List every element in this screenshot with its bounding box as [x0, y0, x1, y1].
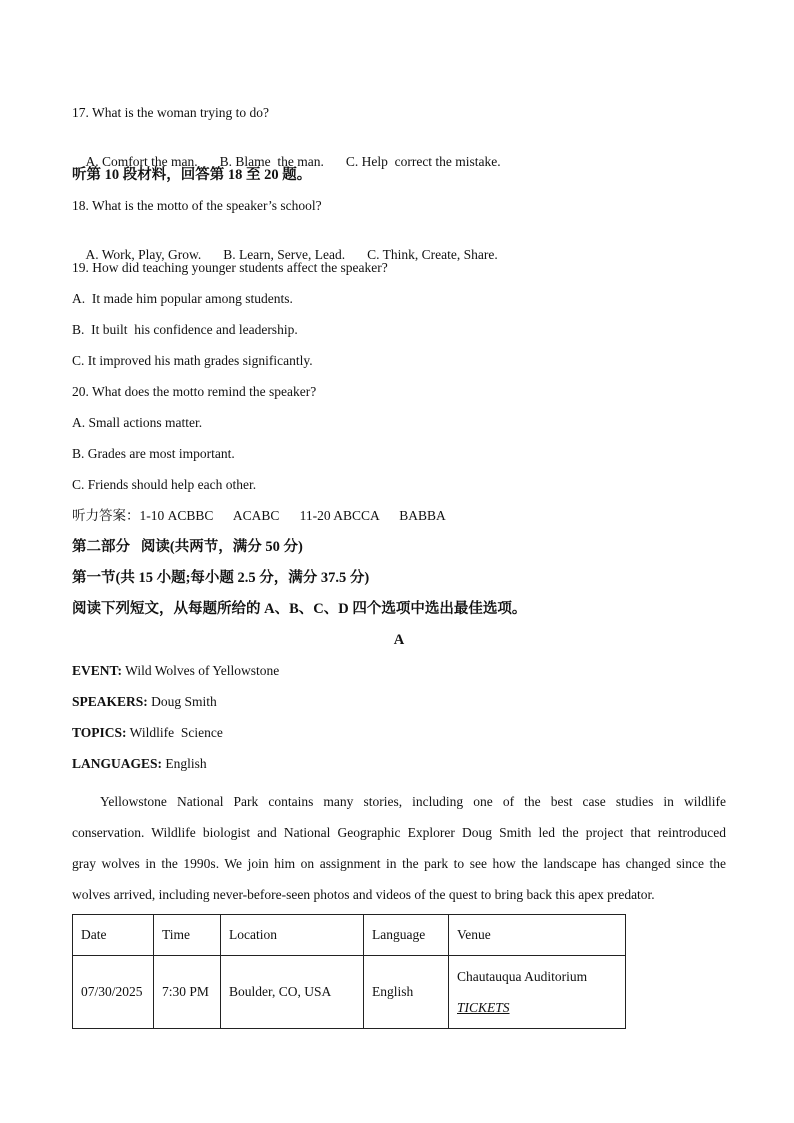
table-header-row — [73, 915, 626, 956]
header-venue: Venue — [449, 915, 626, 956]
question-19-stem: 19. How did teaching younger students affect the speaker? — [72, 260, 388, 275]
question-17-options — [72, 135, 726, 169]
q18-option-c: C. Think, Create, Share. — [367, 247, 498, 262]
venue-name: Chautauqua Auditorium — [457, 969, 588, 984]
paragraph-line-2: conservation. Wildlife biologist and National Geographic Explorer Doug Smith led the project that reintroduced — [72, 825, 726, 840]
header-time: Time — [154, 915, 221, 956]
table-row — [73, 956, 626, 1029]
languages-line — [72, 755, 726, 786]
q20-option-b: B. Grades are most important. — [72, 446, 235, 461]
q20-option-c: C. Friends should help each other. — [72, 477, 257, 492]
q18-option-b: B. Learn, Serve, Lead. — [223, 247, 346, 262]
cell-location: Boulder, CO, USA — [221, 956, 364, 1029]
part-two-title: 第二部分 阅读(共两节，满分 50 分) — [72, 539, 303, 555]
header-language: Language — [364, 915, 449, 956]
event-value: Wild Wolves of Yellowstone — [122, 663, 280, 678]
q17-option-b: B. Blame the man. — [219, 154, 324, 169]
section-10-heading: 听第 10 段材料，回答第 18 至 20 题。 — [72, 167, 312, 183]
question-17-stem: 17. What is the woman trying to do? — [72, 105, 269, 120]
question-18-stem: 18. What is the motto of the speaker’s school? — [72, 198, 322, 213]
section-one-title: 第一节(共 15 小题;每小题 2.5 分，满分 37.5 分) — [72, 570, 370, 586]
q19-option-b: B. It built his confidence and leadership. — [72, 322, 298, 337]
listening-answers: 听力答案：1-10 ACBBC ACABC 11-20 ABCCA BABBA — [72, 508, 446, 523]
paragraph-line-1: Yellowstone National Park contains many stories, including one of the best case studies in wildlife — [100, 794, 726, 809]
speakers-value: Doug Smith — [147, 694, 217, 709]
cell-language: English — [364, 956, 449, 1029]
passage-letter: A — [393, 632, 405, 648]
header-date: Date — [73, 915, 154, 956]
topics-value: Wildlife Science — [126, 725, 223, 740]
q18-option-a: A. Work, Play, Grow. — [85, 247, 202, 262]
question-18-options — [72, 228, 726, 262]
q19-option-c: C. It improved his math grades significantly. — [72, 353, 313, 368]
event-line — [72, 662, 726, 693]
paragraph-line-3: gray wolves in the 1990s. We join him on assignment in the park to see how the landscape has changed since the — [72, 856, 726, 871]
q19-option-a: A. It made him popular among students. — [72, 291, 293, 306]
cell-venue — [449, 956, 626, 1029]
q17-option-a: A. Comfort the man. — [85, 154, 198, 169]
reading-instructions: 阅读下列短文，从每题所给的 A、B、C、D 四个选项中选出最佳选项。 — [72, 601, 527, 617]
document-page — [72, 104, 726, 1029]
languages-value: English — [162, 756, 207, 771]
tickets-link[interactable]: TICKETS — [457, 1000, 510, 1015]
event-schedule-table — [72, 914, 626, 1029]
passage-paragraph — [72, 786, 726, 910]
topics-line — [72, 724, 726, 755]
header-location: Location — [221, 915, 364, 956]
speakers-line — [72, 693, 726, 724]
event-label: EVENT: — [72, 663, 123, 678]
paragraph-line-4: wolves arrived, including never-before-seen photos and videos of the quest to bring back this apex predator. — [72, 887, 655, 902]
q20-option-a: A. Small actions matter. — [72, 415, 203, 430]
languages-label: LANGUAGES: — [72, 756, 163, 771]
cell-time: 7:30 PM — [154, 956, 221, 1029]
cell-date: 07/30/2025 — [73, 956, 154, 1029]
question-20-stem: 20. What does the motto remind the speaker? — [72, 384, 317, 399]
speakers-label: SPEAKERS: — [72, 694, 148, 709]
topics-label: TOPICS: — [72, 725, 127, 740]
q17-option-c: C. Help correct the mistake. — [345, 154, 501, 169]
